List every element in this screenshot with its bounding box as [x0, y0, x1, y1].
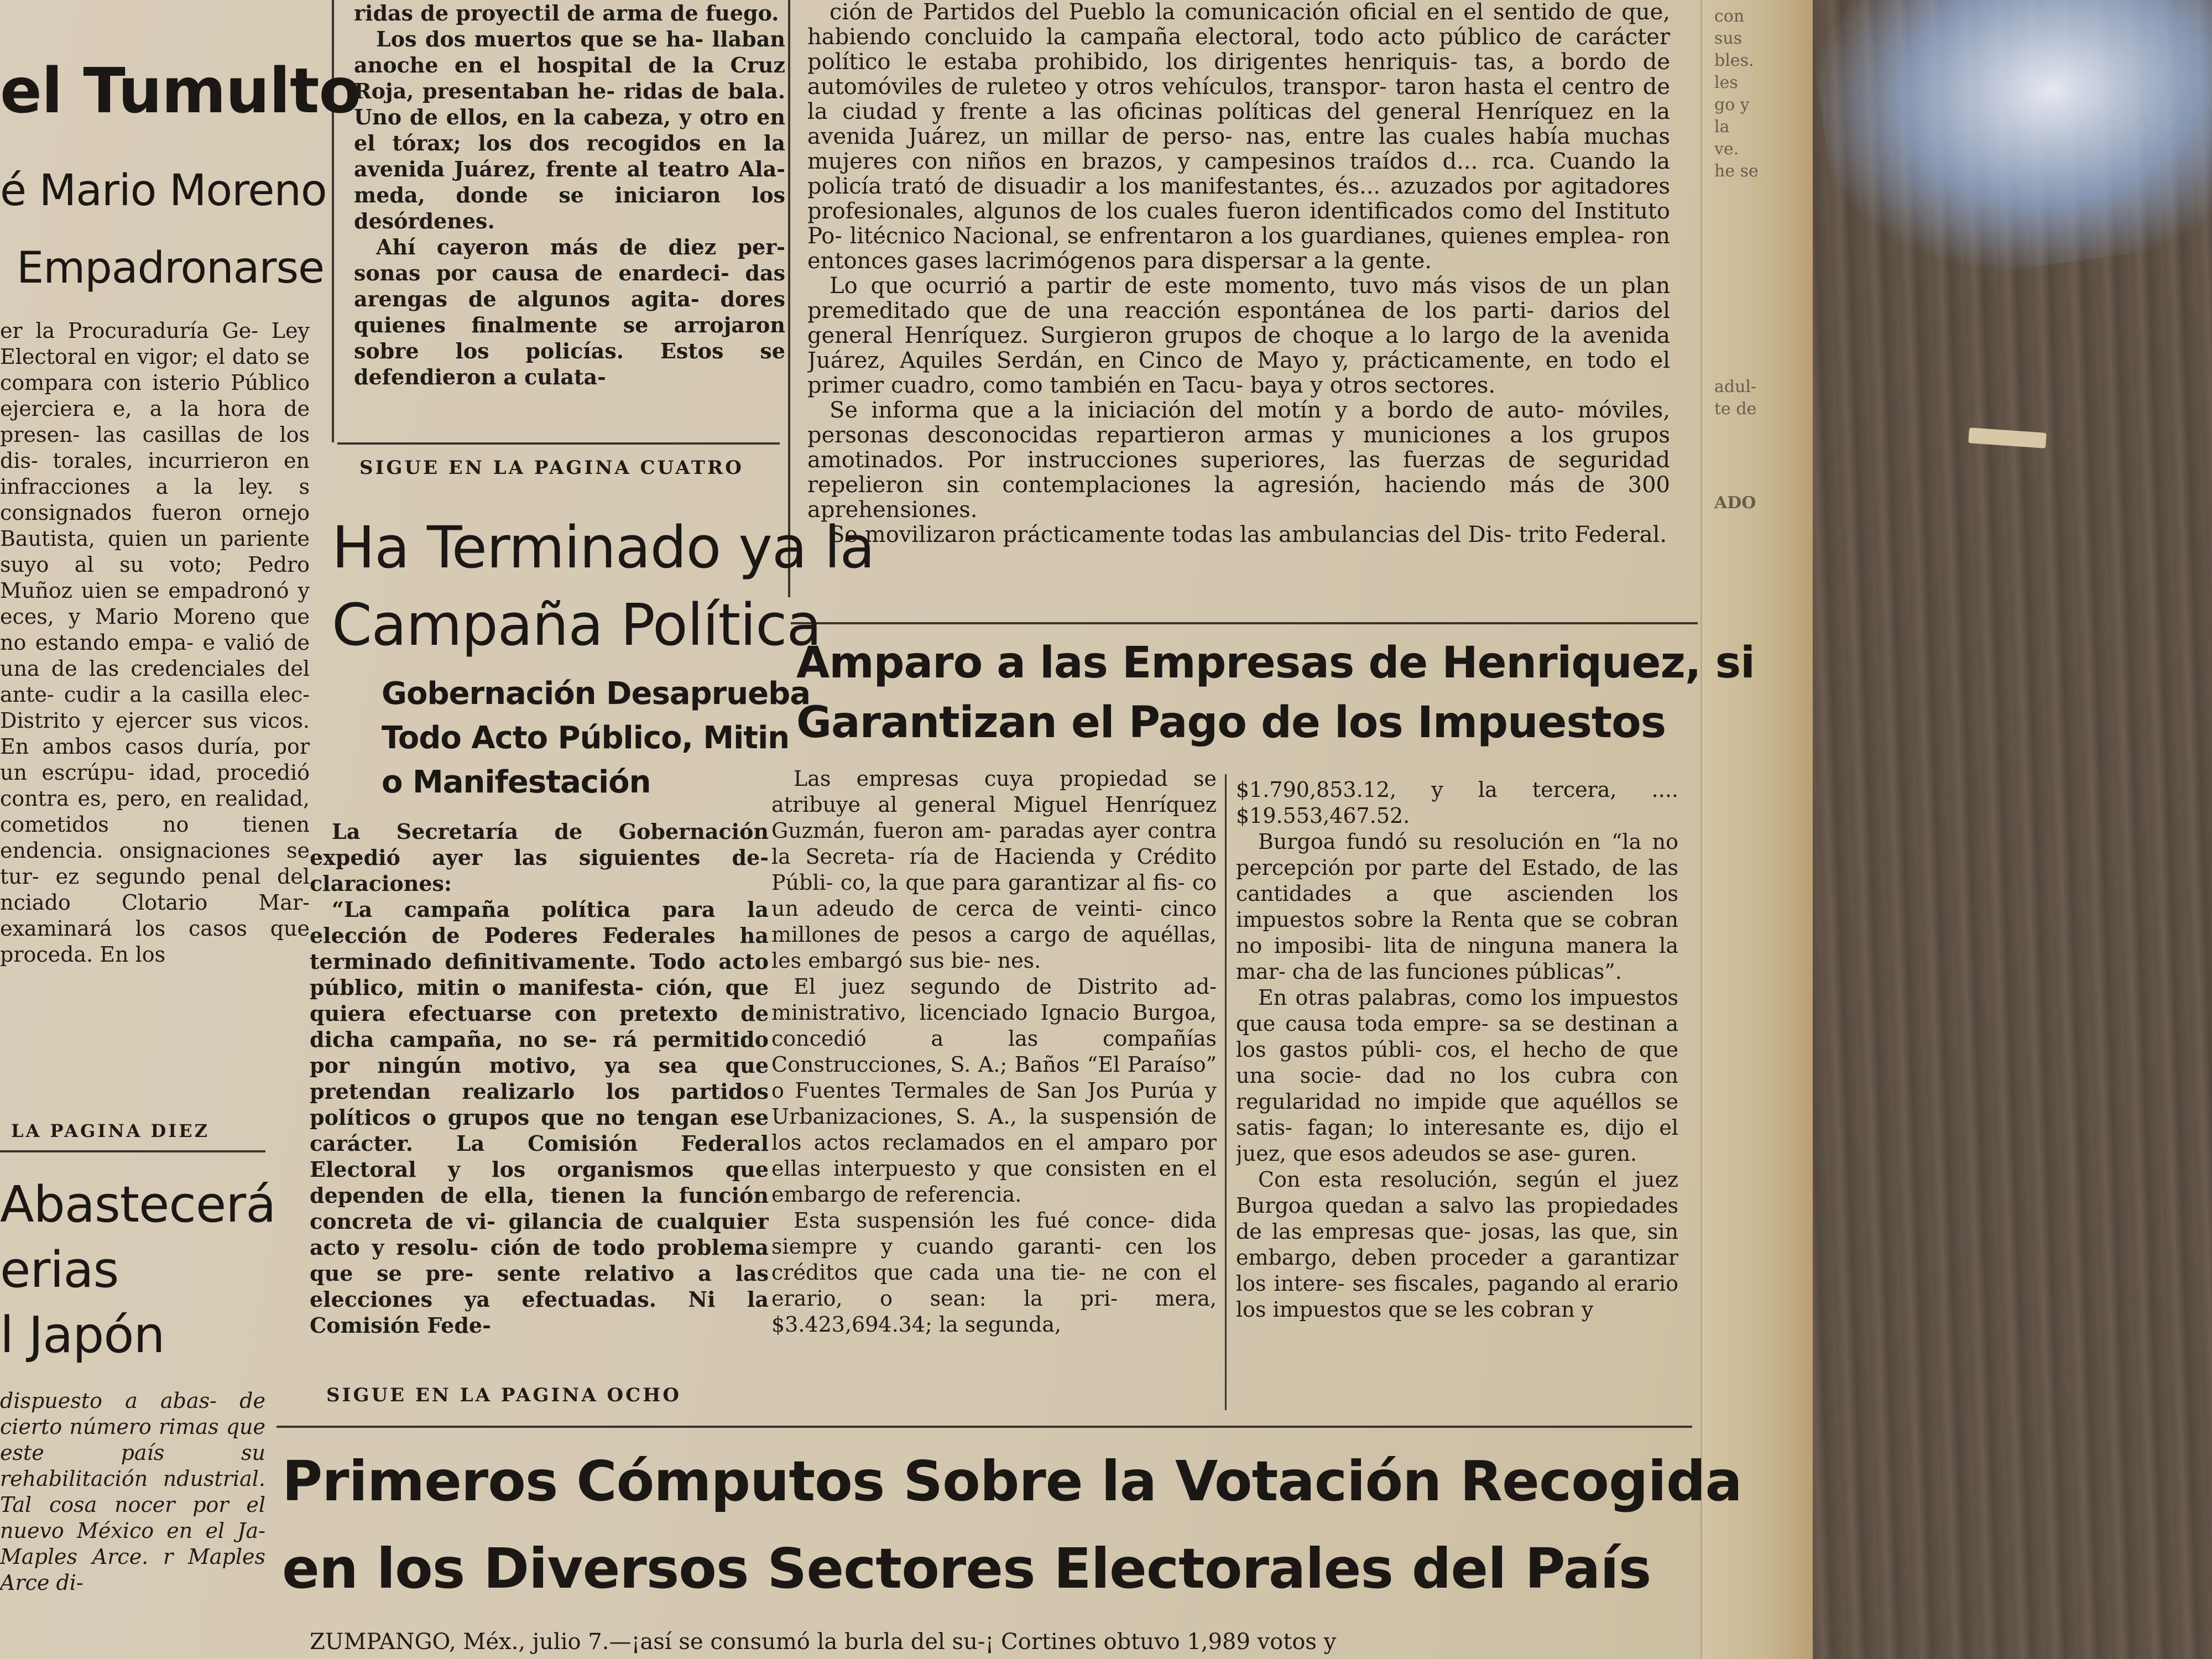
headline-line: Amparo a las Empresas de Henriquez, si [796, 638, 1755, 688]
subhead-line: Gobernación Desaprueba [382, 676, 811, 712]
riot-paragraph: ción de Partidos del Pueblo la comunicación oficial en el sentido de que, habiendo concluido la campaña electoral, todo acto público de carácter político le estaba prohibido, los dirigentes henriquis- tas, a bordo de automóviles de ruleteo y otros vehículos, transpor- taron hasta el centro de la ciudad y frente a las oficinas políticas del general Henríquez en la avenida Juárez, un millar de perso- nas, entre las cuales había muchas mujeres con niños en brazos, y campesinos traídos d... rca. Cuando la policía trató de disuadir a los manifestantes, és... azuzados por agitadores profesionales, algunos de los cuales fueron identificados como del Instituto Po- litécnico Nacional, se enfrentaron a los guardianes, quienes emplea- ron entonces gases lacrimógenos para dispersar a la gente. [807, 0, 1670, 274]
campana-paragraph: “La campaña política para la elección de Poderes Federales ha terminado definitivamente. Todo acto público, mitin o manifesta- ción, que quiera efectuarse con pretexto de dicha campaña, no se- rá permitido por ningún motivo, ya sea que pretendan realizarlo los partidos políticos o grupos que no tengan ese carácter. La Comisión Federal Electoral y los organismos que dependen de ella, tienen la función concreta de vi- gilancia de cualquier acto y resolu- ción de todo problema que se pre- sente relativo a las elecciones ya efectuadas. Ni la Comisión Fede- [310, 897, 769, 1338]
edge-text-top [1714, 6, 1792, 182]
col2-body [354, 0, 785, 437]
plastic-bag [1807, 0, 2212, 293]
headline-line: Campaña Política [332, 591, 822, 659]
headline-line: erias [0, 1241, 119, 1299]
headline-line: Ha Terminado ya la [332, 514, 875, 581]
edge-line: te de [1714, 399, 1757, 419]
story-divider [791, 622, 1698, 624]
campana-body [310, 818, 769, 1371]
amparo-paragraph: Burgoa fundó su resolución en “la no percepción por parte del Estado, de las cantidades a que ascienden los impuestos sobre la Renta que se cobran no imposibi- lita de ninguna manera la mar- cha de las funciones públicas”. [1236, 830, 1678, 984]
col1-subhead [0, 166, 327, 216]
col2-sigue: SIGUE EN LA PAGINA CUATRO [359, 457, 744, 479]
amparo-body-left [771, 766, 1217, 1413]
campana-paragraph: La Secretaría de Gobernación expedió ayer las siguientes de- claraciones: [310, 819, 769, 896]
story-divider [0, 1150, 265, 1152]
amparo-paragraph: Con esta resolución, según el juez Burgoa quedan a salvo las propiedades de las empresas que- josas, las que, sin embargo, deben proceder a garantizar los intere- ses fiscales, pagando al erario los impuestos que se les cobran y [1236, 1167, 1678, 1322]
campana-headline [332, 509, 874, 664]
edge-line: go y [1714, 95, 1750, 114]
amparo-headline [796, 633, 1755, 753]
edge-line: con [1714, 7, 1745, 26]
campana-sigue: SIGUE EN LA PAGINA OCHO [326, 1384, 681, 1406]
headline-line: Primeros Cómputos Sobre la Votación Recogida [282, 1449, 1742, 1514]
subhead-line: Todo Acto Público, Mitin [382, 720, 790, 756]
col1-body2 [0, 1388, 265, 1653]
edge-line: ve. [1714, 139, 1739, 159]
riot-paragraph: Lo que ocurrió a partir de este momento, tuvo más visos de un plan premeditado que de una reacción espontánea de los parti- darios del general Henríquez. Surgieron grupos de choque a lo largo de la avenida Juárez, Aquiles Serdán, en Cinco de Mayo y, prácticamente, en todo el primer cuadro, como también en Tacu- baya y otros sectores. [807, 273, 1670, 398]
computos-headline [282, 1438, 1742, 1613]
edge-line: he se [1714, 161, 1759, 181]
edge-line: adul- [1714, 377, 1757, 397]
column-rule [1225, 774, 1227, 1410]
edge-text-mid [1714, 376, 1792, 514]
riot-story-body [807, 0, 1670, 614]
headline-line: Abastecerá [0, 1176, 276, 1234]
col1-headline2 [0, 1172, 275, 1368]
amparo-paragraph: Esta suspensión les fué conce- dida siempre y cuando garanti- cen los créditos que cada una tie- ne con el erario, o sean: la pri- mera, $3.423,694.34; la segunda, [771, 1208, 1217, 1337]
edge-line: la [1714, 117, 1730, 137]
col2-paragraph: ridas de proyectil de arma de fuego. [354, 1, 779, 25]
col1-paragraph: dispuesto a abas- de cierto número rimas que este país su rehabilitación ndustrial. Tal cosa nocer por el nuevo México en el Ja- Maples Arce. r Maples Arce di- [0, 1389, 265, 1595]
amparo-body-right [1236, 777, 1678, 1413]
amparo-paragraph: $1.790,853.12, y la tercera, .... $19.553,467.52. [1236, 778, 1678, 828]
col1-headline [0, 55, 361, 127]
headline-line: Empadronarse [17, 243, 325, 293]
col2-paragraph: Los dos muertos que se ha- llaban anoche en el hospital de la Cruz Roja, presentaban he- ridas de bala. Uno de ellos, en la cabeza, y otro en el tórax; los dos recogidos en la avenida Juárez, frente al teatro Ala- meda, donde se iniciaron los desórdenes. [354, 27, 785, 233]
amparo-paragraph: El juez segundo de Distrito ad- ministrativo, licenciado Ignacio Burgoa, concedió a las compañías Construcciones, S. A.; Baños “El Paraíso” o Fuentes Termales de San Jos Purúa y Urbanizaciones, S. A., la suspensión de los actos reclamados en el amparo por ellas interpuesto y que consisten en el embargo de referencia. [771, 974, 1217, 1207]
edge-line: bles. [1714, 51, 1754, 70]
story-divider [337, 442, 780, 445]
headline-line: Garantizan el Pago de los Impuestos [796, 698, 1666, 748]
page-edge-stack [1700, 0, 1813, 1659]
riot-paragraph: Se informa que a la iniciación del motín y a bordo de auto- móviles, personas desconocidas repartieron armas y municiones a los grupos amotinados. Por instrucciones superiores, las fuerzas de seguridad repelieron sin contemplaciones la agresión, haciendo más de 300 aprehensiones. [807, 398, 1670, 523]
edge-line: les [1714, 73, 1738, 92]
edge-line: sus [1714, 29, 1743, 48]
amparo-paragraph: En otras palabras, como los impuestos que causa toda empre- sa se destinan a los gastos públi- cos, el hecho de que una socie- dad no los cubra con regularidad no impide que aquéllos se satis- fagan; lo interesante es, dijo el juez, que esos adeudos se ase- guren. [1236, 985, 1678, 1166]
story-divider [276, 1426, 1692, 1428]
col1-sigue: LA PAGINA DIEZ [11, 1120, 210, 1141]
col1-body [0, 318, 310, 1098]
amparo-paragraph: Las empresas cuya propiedad se atribuye al general Miguel Henríquez Guzmán, fueron am- paradas ayer contra la Secreta- ría de Hacienda y Crédito Públi- co, la que para garantizar al fis- co un adeudo de cerca de veinti- cinco millones de pesos a cargo de aquéllas, les embargó sus bie- nes. [771, 766, 1217, 973]
headline-line: é Mario Moreno [0, 166, 327, 216]
headline-line: el Tumulto [0, 55, 361, 127]
col1-subhead [17, 243, 324, 293]
subhead-line: o Manifestación [382, 764, 651, 800]
edge-line: ADO [1714, 493, 1756, 513]
computos-dateline: ZUMPANGO, Méx., julio 7.—¡así se consumó la burla del su-¡ Cortines obtuvo 1,989 votos y [310, 1629, 1337, 1655]
headline-line: l Japón [0, 1306, 165, 1364]
campana-subhead [382, 672, 810, 805]
col2-paragraph: Ahí cayeron más de diez per- sonas por causa de enardeci- das arengas de algunos agita- dores quienes finalmente se arrojaron sobre los policías. Estos se defendieron a culata- [354, 234, 785, 389]
col1-paragraph: er la Procuraduría Ge- Ley Electoral en vigor; el dato se compara con isterio Público ejerciera e, a la hora de presen- las casillas de los dis- torales, incurrieron en infracciones a la ley. s consignados fueron ornejo Bautista, quien un pariente suyo al su voto; Pedro Muñoz uien se empadronó y eces, y Mario Moreno que no estando empa- e valió de una de las credenciales del ante- cudir a la casilla elec- Distrito y ejercer sus vicos. En ambos casos duría, por un escrúpu- idad, procedió contra es, pero, en realidad, cometidos no tienen endencia. onsignaciones se tur- ez segundo penal del nciado Clotario Mar- examinará los casos que proceda. En los [0, 319, 310, 967]
column-rule [788, 0, 790, 597]
riot-paragraph: Se movilizaron prácticamente todas las ambulancias del Dis- trito Federal. [830, 522, 1667, 547]
headline-line: en los Diversos Sectores Electorales del País [282, 1536, 1651, 1601]
